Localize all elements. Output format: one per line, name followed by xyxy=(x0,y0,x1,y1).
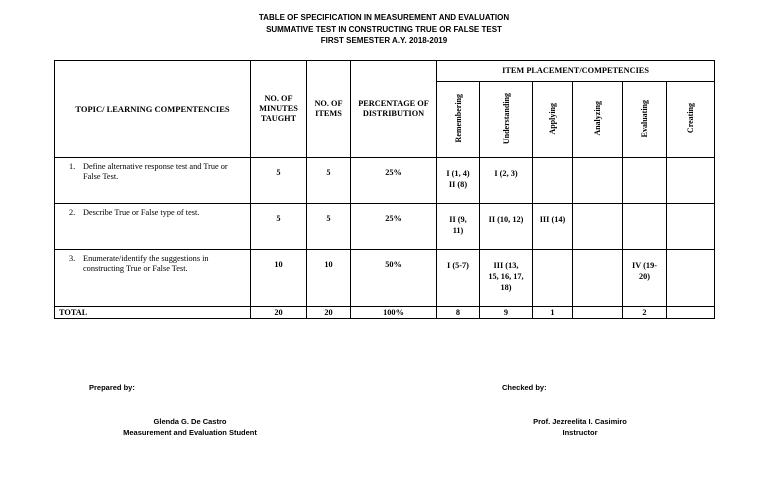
table-row xyxy=(55,158,715,204)
understanding-cell: III (13, 15, 16, 17, 18) xyxy=(480,250,533,307)
topic-cell: 1. Define alternative response test and True or False Test. xyxy=(55,158,251,204)
total-label: TOTAL xyxy=(55,307,251,319)
creating-cell xyxy=(667,158,715,204)
analyzing-cell xyxy=(573,158,623,204)
creating-cell xyxy=(667,250,715,307)
header-applying: Applying xyxy=(533,82,573,158)
analyzing-cell xyxy=(573,250,623,307)
items-cell: 5 xyxy=(307,204,351,250)
items-cell: 5 xyxy=(307,158,351,204)
total-percentage: 100% xyxy=(351,307,437,319)
minutes-cell: 10 xyxy=(251,250,307,307)
checked-by-role: Instructor xyxy=(562,428,598,437)
minutes-cell: 5 xyxy=(251,158,307,204)
minutes-cell: 5 xyxy=(251,204,307,250)
applying-cell xyxy=(533,250,573,307)
header-topic: TOPIC/ LEARNING COMPENTENCIES xyxy=(55,61,251,158)
title-line-3: FIRST SEMESTER A.Y. 2018-2019 xyxy=(320,36,448,45)
creating-cell xyxy=(667,204,715,250)
prepared-by-label: Prepared by: xyxy=(89,383,135,392)
topic-cell: 2. Describe True or False type of test. xyxy=(55,204,251,250)
title-line-2: SUMMATIVE TEST IN CONSTRUCTING TRUE OR FALSE TEST xyxy=(266,24,502,34)
header-percentage: PERCENTAGE OF DISTRIBUTION xyxy=(351,61,437,158)
document-title xyxy=(0,12,768,47)
total-analyzing xyxy=(573,307,623,319)
percentage-cell: 25% xyxy=(351,158,437,204)
header-items: NO. OF ITEMS xyxy=(307,61,351,158)
remembering-cell: II (9, 11) xyxy=(437,204,480,250)
header-minutes: NO. OF MINUTES TAUGHT xyxy=(251,61,307,158)
total-applying: 1 xyxy=(533,307,573,319)
table-row xyxy=(55,204,715,250)
analyzing-cell xyxy=(573,204,623,250)
total-remembering: 8 xyxy=(437,307,480,319)
evaluating-cell xyxy=(623,158,667,204)
understanding-cell: II (10, 12) xyxy=(480,204,533,250)
percentage-cell: 50% xyxy=(351,250,437,307)
table-row xyxy=(55,250,715,307)
remembering-cell: I (1, 4) II (8) xyxy=(437,158,480,204)
total-minutes: 20 xyxy=(251,307,307,319)
remembering-cell: I (5-7) xyxy=(437,250,480,307)
total-understanding: 9 xyxy=(480,307,533,319)
specification-table xyxy=(54,60,715,319)
header-evaluating: Evaluating xyxy=(623,82,667,158)
prepared-by-role: Measurement and Evaluation Student xyxy=(123,428,257,437)
header-remembering: Remembering xyxy=(437,82,480,158)
header-item-placement: ITEM PLACEMENT/COMPETENCIES xyxy=(437,61,715,82)
title-line-1: TABLE OF SPECIFICATION IN MEASUREMENT AND EVALUATION xyxy=(258,13,510,22)
header-understanding: Understanding xyxy=(480,82,533,158)
total-evaluating: 2 xyxy=(623,307,667,319)
evaluating-cell xyxy=(623,204,667,250)
evaluating-cell: IV (19- 20) xyxy=(623,250,667,307)
percentage-cell: 25% xyxy=(351,204,437,250)
header-creating: Creating xyxy=(667,82,715,158)
header-analyzing: Analyzing xyxy=(573,82,623,158)
prepared-by-name: Glenda G. De Castro xyxy=(153,417,227,426)
applying-cell xyxy=(533,158,573,204)
checked-by-name: Prof. Jezreelita I. Casimiro xyxy=(533,417,627,426)
checked-by-label: Checked by: xyxy=(502,383,547,392)
total-creating xyxy=(667,307,715,319)
total-items: 20 xyxy=(307,307,351,319)
total-row xyxy=(55,307,715,319)
understanding-cell: I (2, 3) xyxy=(480,158,533,204)
items-cell: 10 xyxy=(307,250,351,307)
applying-cell: III (14) xyxy=(533,204,573,250)
topic-cell: 3. Enumerate/identify the suggestions in constructing True or False Test. xyxy=(55,250,251,307)
